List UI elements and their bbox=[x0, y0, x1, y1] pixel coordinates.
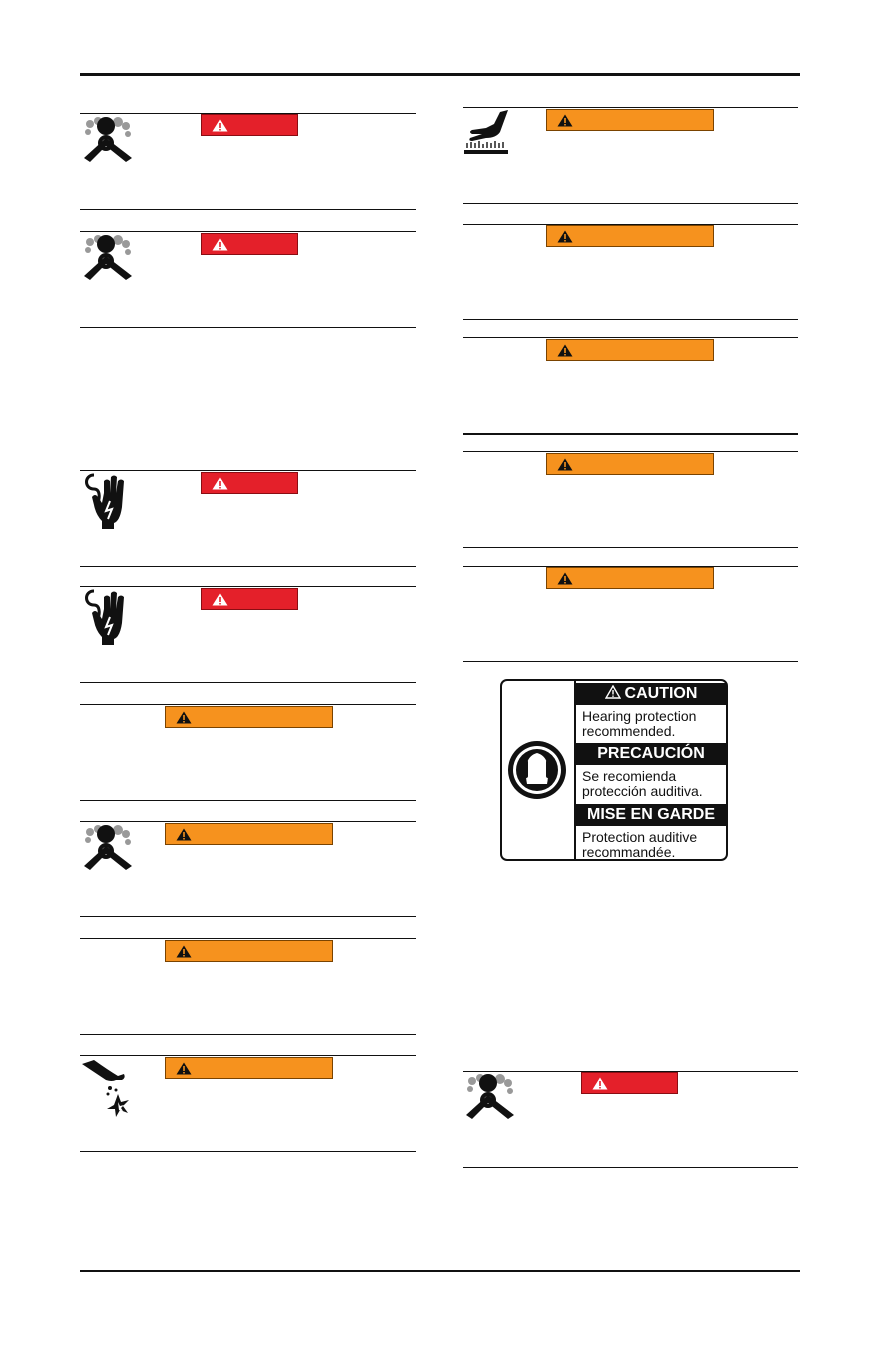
section-divider bbox=[463, 433, 798, 435]
section-divider bbox=[80, 800, 416, 801]
warning-triangle-icon bbox=[557, 344, 573, 357]
precaucion-text-line: Se recomienda bbox=[582, 768, 677, 784]
label-icon-panel bbox=[502, 681, 572, 859]
danger-banner bbox=[581, 1072, 678, 1094]
mise-en-garde-heading: MISE EN GARDE bbox=[576, 804, 726, 826]
section-divider bbox=[463, 107, 798, 108]
warning-triangle-icon bbox=[557, 458, 573, 471]
precaucion-text bbox=[582, 769, 724, 799]
warning-triangle-icon bbox=[557, 114, 573, 127]
hot-surface-icon bbox=[460, 108, 512, 163]
warning-banner bbox=[546, 109, 714, 131]
danger-banner bbox=[201, 233, 298, 255]
section-divider bbox=[463, 337, 798, 338]
section-divider bbox=[463, 203, 798, 204]
warning-triangle-icon bbox=[212, 477, 228, 490]
warning-banner bbox=[546, 225, 714, 247]
danger-banner bbox=[201, 472, 298, 494]
section-divider bbox=[463, 319, 798, 320]
mise-text-line: recommandée. bbox=[582, 844, 676, 860]
flying-debris-icon bbox=[80, 1058, 136, 1123]
electric-shock-icon bbox=[80, 589, 130, 652]
hearing-protection-label bbox=[500, 679, 728, 861]
precaucion-text-line: protección auditiva. bbox=[582, 783, 703, 799]
section-divider bbox=[80, 586, 416, 587]
danger-banner bbox=[201, 588, 298, 610]
electric-shock-icon bbox=[80, 473, 130, 536]
label-text-panel bbox=[574, 681, 726, 859]
warning-triangle-icon bbox=[605, 685, 621, 699]
warning-triangle-icon bbox=[212, 593, 228, 606]
section-divider bbox=[80, 1034, 416, 1035]
warning-triangle-icon bbox=[557, 572, 573, 585]
toxic-fumes-icon bbox=[80, 824, 140, 875]
caution-text-line: recommended. bbox=[582, 723, 676, 739]
warning-triangle-icon bbox=[557, 230, 573, 243]
section-divider bbox=[80, 209, 416, 210]
mise-text-line: Protection auditive bbox=[582, 829, 698, 845]
warning-triangle-icon bbox=[176, 828, 192, 841]
mise-en-garde-text bbox=[582, 830, 724, 860]
warning-banner bbox=[165, 823, 333, 845]
warning-banner bbox=[165, 940, 333, 962]
section-divider bbox=[80, 938, 416, 939]
section-divider bbox=[80, 231, 416, 232]
warning-triangle-icon bbox=[176, 1062, 192, 1075]
toxic-fumes-icon bbox=[80, 234, 140, 285]
section-divider bbox=[463, 1167, 798, 1168]
danger-banner bbox=[201, 114, 298, 136]
section-divider bbox=[80, 470, 416, 471]
warning-triangle-icon bbox=[212, 238, 228, 251]
precaucion-heading: PRECAUCIÓN bbox=[576, 743, 726, 765]
warning-banner bbox=[165, 706, 333, 728]
section-divider bbox=[80, 916, 416, 917]
section-divider bbox=[80, 821, 416, 822]
section-divider bbox=[463, 547, 798, 548]
warning-banner bbox=[546, 453, 714, 475]
section-divider bbox=[80, 566, 416, 567]
caution-heading-text: CAUTION bbox=[624, 685, 698, 702]
warning-triangle-icon bbox=[176, 711, 192, 724]
warning-banner bbox=[546, 339, 714, 361]
warning-banner bbox=[546, 567, 714, 589]
header-rule bbox=[80, 73, 800, 76]
caution-text-line: Hearing protection bbox=[582, 708, 697, 724]
section-divider bbox=[463, 451, 798, 452]
toxic-fumes-icon bbox=[462, 1073, 522, 1124]
warning-triangle-icon bbox=[212, 119, 228, 132]
warning-banner bbox=[165, 1057, 333, 1079]
hearing-protection-icon bbox=[502, 681, 572, 859]
caution-heading bbox=[576, 683, 726, 705]
section-divider bbox=[463, 661, 798, 662]
toxic-fumes-icon bbox=[80, 116, 140, 167]
footer-rule bbox=[80, 1270, 800, 1272]
warning-triangle-icon bbox=[592, 1077, 608, 1090]
section-divider bbox=[80, 327, 416, 328]
section-divider bbox=[80, 704, 416, 705]
section-divider bbox=[80, 682, 416, 683]
caution-text bbox=[582, 709, 724, 739]
warning-triangle-icon bbox=[176, 945, 192, 958]
section-divider bbox=[80, 1055, 416, 1056]
section-divider bbox=[80, 1151, 416, 1152]
